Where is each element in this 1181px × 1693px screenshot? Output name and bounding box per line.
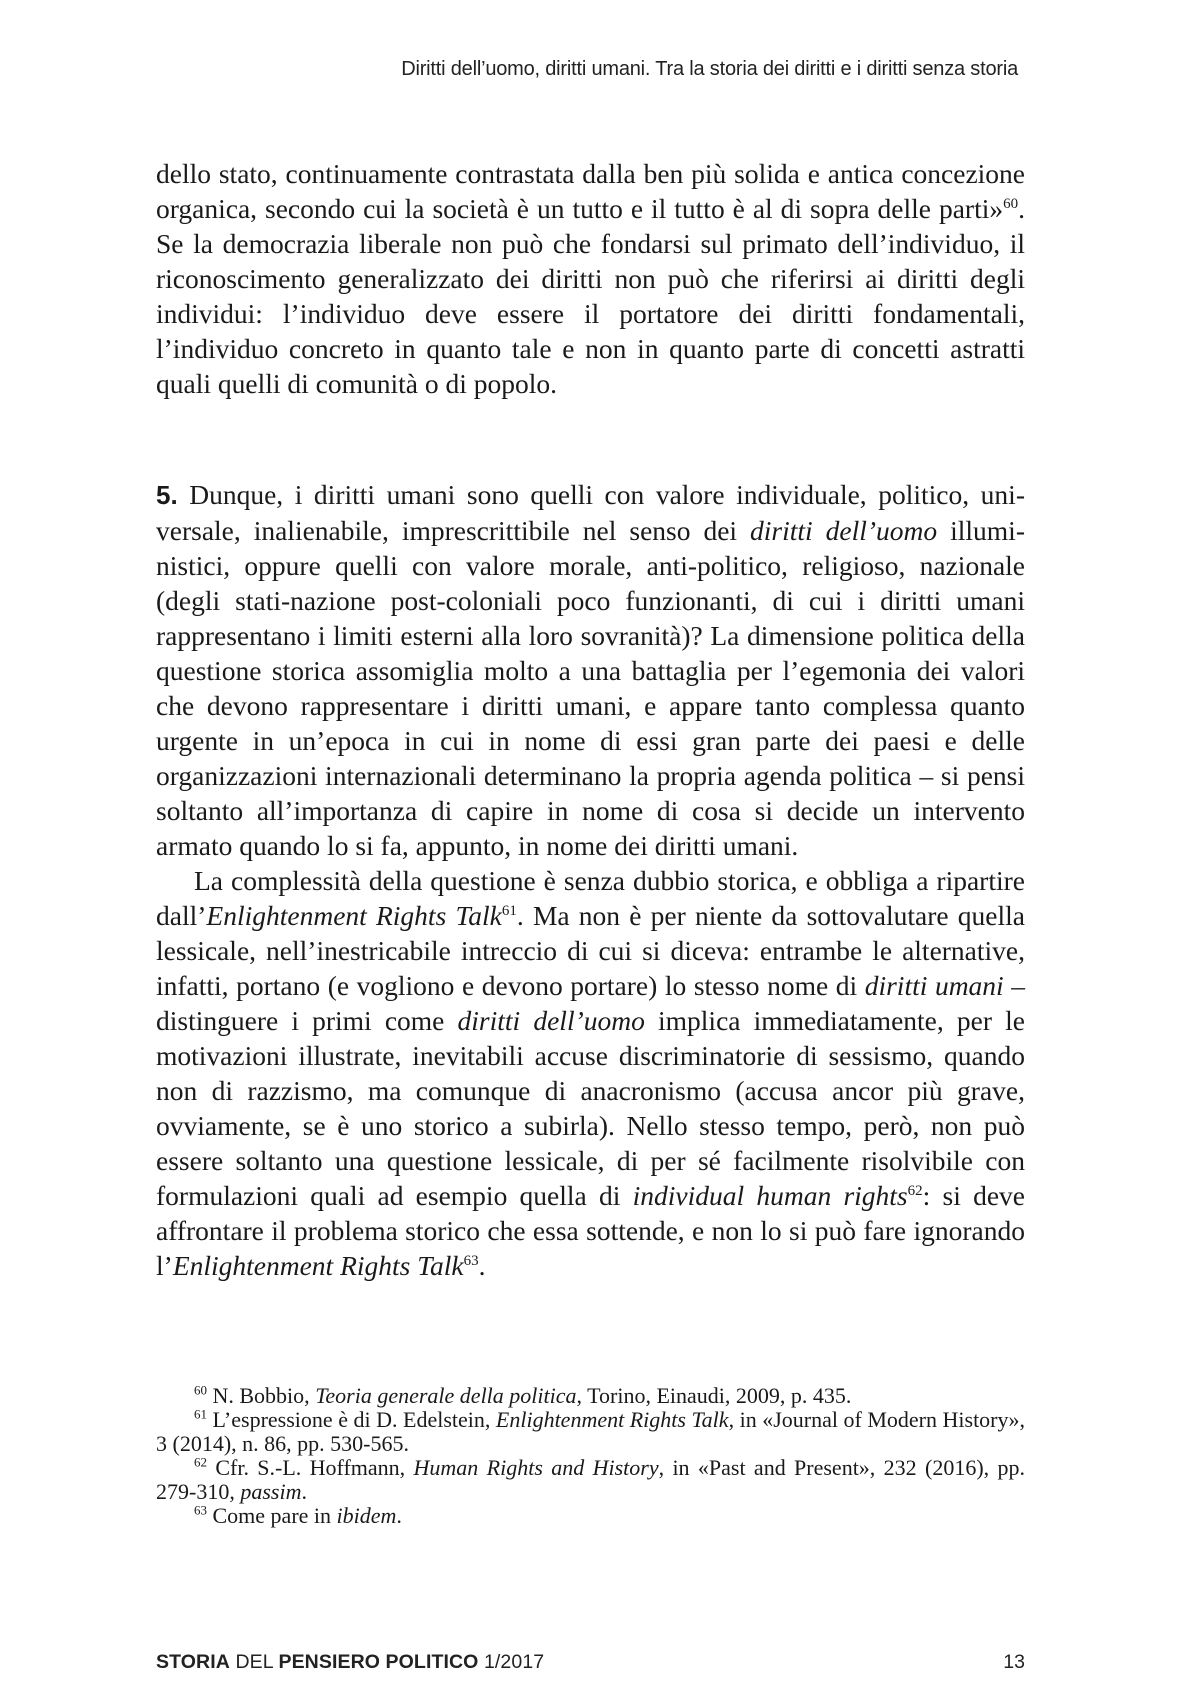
text-run: L’espressione è di D. Edelstein,	[207, 1407, 496, 1432]
text-run: , in «Journal of Modern History», 3 (2014), n. 86, pp. 530-565.	[156, 1407, 1026, 1456]
footnote-ref-60[interactable]: 60	[1003, 195, 1019, 212]
footnote-ref-63[interactable]: 63	[463, 1252, 479, 1269]
journal-word: STORIA	[156, 1651, 230, 1673]
paragraph-top	[156, 156, 1025, 401]
journal-footer	[156, 1651, 544, 1674]
section-number: 5.	[156, 480, 178, 510]
italic-term: diritti dell’uomo	[457, 1005, 645, 1036]
section-5	[156, 477, 1025, 1283]
section-5-paragraph-1	[156, 477, 1025, 863]
text-run: N. Bobbio,	[207, 1383, 316, 1408]
italic-title: Human Rights and History	[413, 1455, 659, 1480]
italic-title: Enlightenment Rights Talk	[495, 1407, 729, 1432]
text-run: Come pare in	[207, 1503, 337, 1528]
paragraph-continuation	[156, 156, 1025, 401]
italic-term: passim	[240, 1479, 302, 1504]
page-number: 13	[1003, 1651, 1025, 1673]
footnotes	[156, 1384, 1025, 1528]
text-run: illuministici, oppure quelli con valore morale, anti-politico, religioso, nazionale (degli stati-nazione post-coloniali poco funzionanti, di cui i diritti umani rappresentano i limiti esterni alla loro sovranità)? La dimensione politica della questione storica assomiglia molto a una battaglia per l’egemonia dei valori che devono rappresentare i diritti umani, e appare tanto complessa quanto urgente in un’epoca in cui in nome di essi gran parte dei paesi e delle organizzazioni internazionali determinano la propria agenda politica – si pensi soltanto all’importanza di capire in nome di cosa si decide un intervento armato quando lo si fa, appunto, in nome dei diritti umani.	[156, 515, 1025, 861]
journal-word: PENSIERO POLITICO	[278, 1651, 479, 1673]
text-run: Cfr. S.-L. Hoffmann,	[207, 1455, 414, 1480]
footnote-62	[156, 1456, 1025, 1504]
text-run: dello stato, continuamente contrastata dalla ben più solida e antica concezione organica, secondo cui la società è un tutto e il tutto è al di sopra delle parti»	[156, 158, 1025, 224]
footnote-63	[156, 1504, 1025, 1528]
italic-term: individual human rights	[632, 1180, 908, 1211]
footnote-number: 63	[194, 1502, 207, 1518]
text-run: .	[301, 1479, 307, 1504]
section-5-paragraph-2	[156, 863, 1025, 1283]
text-run: La complessità della questione è senza dubbio storica, e obbliga a ripartire dall’	[156, 865, 1025, 931]
italic-term: diritti umani	[864, 970, 1004, 1001]
journal-issue: 1/2017	[478, 1651, 545, 1673]
text-run: : si deve affrontare il problema storico che essa sottende, e non lo si può fare ignorando l’	[156, 1180, 1025, 1281]
text-run: – distinguere i primi come	[156, 970, 1026, 1036]
text-run: . Se la democrazia liberale non può che fondarsi sul primato dell’individuo, il riconoscimento generalizzato dei diritti non può che riferirsi ai diritti degli individui: l’individuo deve essere il portatore dei diritti fondamentali, l’individuo concreto in quanto tale e non in quanto parte di concetti astratti quali quelli di comunità o di popolo.	[156, 193, 1025, 399]
text-run: . Ma non è per niente da sottovalutare quella lessicale, nell’inestricabile intreccio di cui si diceva: entrambe le alternative, infatti, portano (e vogliono e devono portare) lo stesso nome di	[156, 900, 1026, 1001]
text-run: Dunque, i diritti umani sono quelli con valore individuale, politico, universale, inalienabile, imprescrittibile nel senso dei	[156, 479, 1025, 546]
footnote-number: 62	[194, 1454, 207, 1470]
text-run: , Torino, Einaudi, 2009, p. 435.	[576, 1383, 852, 1408]
footnote-ref-62[interactable]: 62	[907, 1182, 923, 1199]
text-run: .	[478, 1250, 486, 1281]
text-run: , in «Past and Present», 232 (2016), pp. 279-310,	[156, 1455, 1026, 1504]
running-head: Diritti dell’uomo, diritti umani. Tra la storia dei diritti e i diritti senza storia	[401, 58, 1018, 80]
text-run: .	[396, 1503, 402, 1528]
footnote-61	[156, 1408, 1025, 1456]
footnote-number: 61	[194, 1406, 207, 1422]
italic-title: Teoria generale della politica	[315, 1383, 577, 1408]
footnote-ref-61[interactable]: 61	[501, 902, 517, 919]
footnote-number: 60	[194, 1382, 207, 1398]
italic-term: Enlightenment Rights Talk	[206, 900, 502, 931]
italic-term: Enlightenment Rights Talk	[172, 1250, 464, 1281]
journal-word: DEL	[229, 1651, 279, 1673]
text-run: implica immediatamente, per le motivazioni illustrate, inevitabili accuse discriminatorie di sessismo, quando non di razzismo, ma comunque di anacronismo (accusa ancor più grave, ovviamente, se è uno storico a subirla). Nello stesso tempo, però, non può essere soltanto una questione lessicale, di per sé facilmente risolvibile con formulazioni quali ad esempio quella di	[156, 1005, 1025, 1211]
italic-term: ibidem	[336, 1503, 397, 1528]
italic-term: diritti dell’uomo	[750, 515, 938, 546]
footnote-60	[156, 1384, 1025, 1408]
